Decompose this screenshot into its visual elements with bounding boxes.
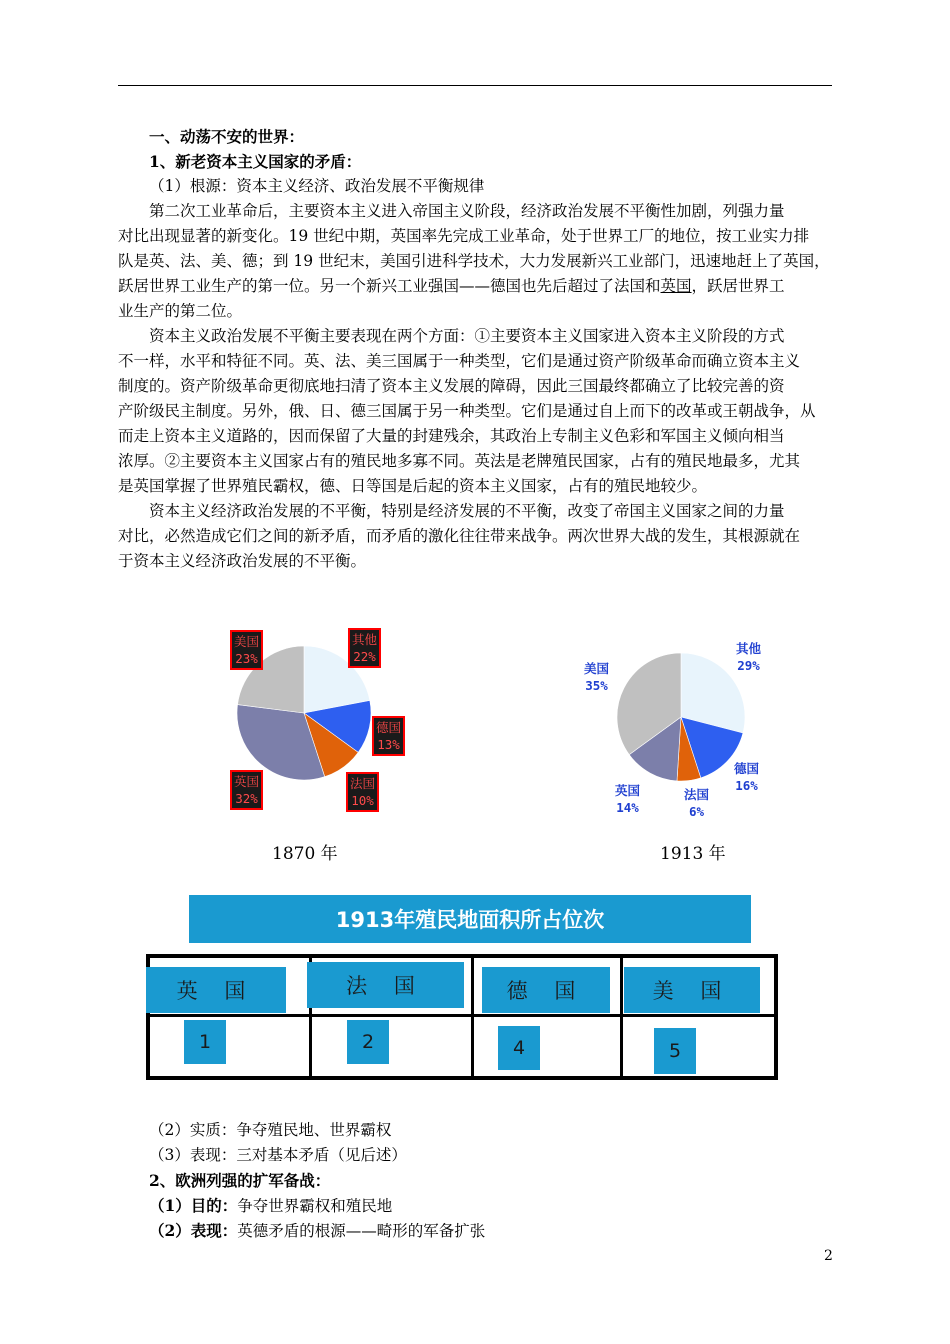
pie-chart-1913 <box>616 652 746 782</box>
body-text-top <box>118 124 834 574</box>
root-cause-line: （1）根源：资本主义经济、政治发展不平衡规律 <box>149 177 485 195</box>
label-1870-other: 其他 22% <box>348 628 381 668</box>
goal-line: （1）目的：争夺世界霸权和殖民地 <box>149 1196 393 1215</box>
label-1870-usa: 美国 23% <box>230 630 263 670</box>
page-number: 2 <box>824 1248 833 1264</box>
label-1870-germany: 德国 13% <box>372 716 405 756</box>
label-1870-france: 法国 10% <box>346 772 379 812</box>
paragraph-3: 资本主义经济政治发展的不平衡，特别是经济发展的不平衡，改变了帝国主义国家之间的力量 对比，必然造成它们之间的新矛盾，而矛盾的激化往往带来战争。两次世界大战的发生，其根源就在 于资本主义经济政治发展的不平衡。 <box>118 502 801 570</box>
label-1913-britain: 英国 14% <box>615 783 641 815</box>
pie-1870-year: 1870 年 <box>272 844 338 864</box>
label-1913-other: 其他 29% <box>736 641 762 673</box>
colony-table-title: 1913年殖民地面积所占位次 <box>189 895 751 943</box>
label-1913-germany: 德国 16% <box>734 761 760 793</box>
subsection-heading-2: 2、欧洲列强的扩军备战： <box>149 1171 331 1190</box>
rank-france: 2 <box>347 1020 389 1064</box>
colony-table-divider <box>146 1014 778 1017</box>
paragraph-1: 第二次工业革命后，主要资本主义进入帝国主义阶段，经济政治发展不平衡性加剧，列强力量 对比出现显著的新变化。19 世纪中期，英国率先完成工业革命，处于世界工厂的地位，按工业实力排 队是英、法、美、德；到 19 世纪末，美国引进科学技术，大力发展新兴工业部门，迅速地赶上了英国， 跃居世界工业生产的第一位。另一个新兴工业强国——德国也先后超过了法国和英国，跃居世界工 业生产的第二位。 <box>118 202 830 320</box>
rank-britain: 1 <box>184 1020 226 1064</box>
header-germany: 德 国 <box>482 967 610 1013</box>
label-1913-france: 法国 6% <box>684 787 710 819</box>
colony-table-col-line <box>471 954 474 1080</box>
rank-usa: 5 <box>654 1028 696 1074</box>
colony-table-col-line <box>620 954 623 1080</box>
body-text-bottom <box>118 1118 834 1243</box>
essence-line: （2）实质：争夺殖民地、世界霸权 <box>149 1121 392 1139</box>
header-britain: 英 国 <box>146 967 286 1013</box>
label-1870-britain: 英国 32% <box>230 770 263 810</box>
underlined-britain: 英国 <box>660 277 692 295</box>
subsection-heading: 1、新老资本主义国家的矛盾： <box>149 152 362 171</box>
paragraph-2: 资本主义政治发展不平衡主要表现在两个方面：①主要资本主义国家进入资本主义阶段的方式 不一样，水平和特征不同。英、法、美三国属于一种类型，它们是通过资产阶级革命而确立资本主义 制度的。资产阶级革命更彻底地扫清了资本主义发展的障碍，因此三国最终都确立了比较完善的资 产阶级民主制度。另外，俄、日、德三国属于另一种类型。它们是通过自上而下的改革或王朝战争，从 而走上资本主义道路的，因而保留了大量的封建残余，其政治上专制主义色彩和军国主义倾向相当 浓厚。②主要资本主义国家占有的殖民地多寡不同。英法是老牌殖民国家，占有的殖民地最多，尤其 是英国掌握了世界殖民霸权，德、日等国是后起的资本主义国家，占有的殖民地较少。 <box>118 327 816 495</box>
label-1913-usa: 美国 35% <box>584 661 610 693</box>
show-line: （2）表现：英德矛盾的根源——畸形的军备扩张 <box>149 1221 486 1240</box>
header-rule <box>118 85 832 86</box>
header-france: 法 国 <box>307 962 464 1008</box>
expression-line: （3）表现：三对基本矛盾（见后述） <box>149 1146 407 1164</box>
header-usa: 美 国 <box>624 967 760 1013</box>
section-heading: 一、动荡不安的世界： <box>149 127 305 146</box>
rank-germany: 4 <box>498 1026 540 1070</box>
pie-1913-year: 1913 年 <box>660 844 726 864</box>
